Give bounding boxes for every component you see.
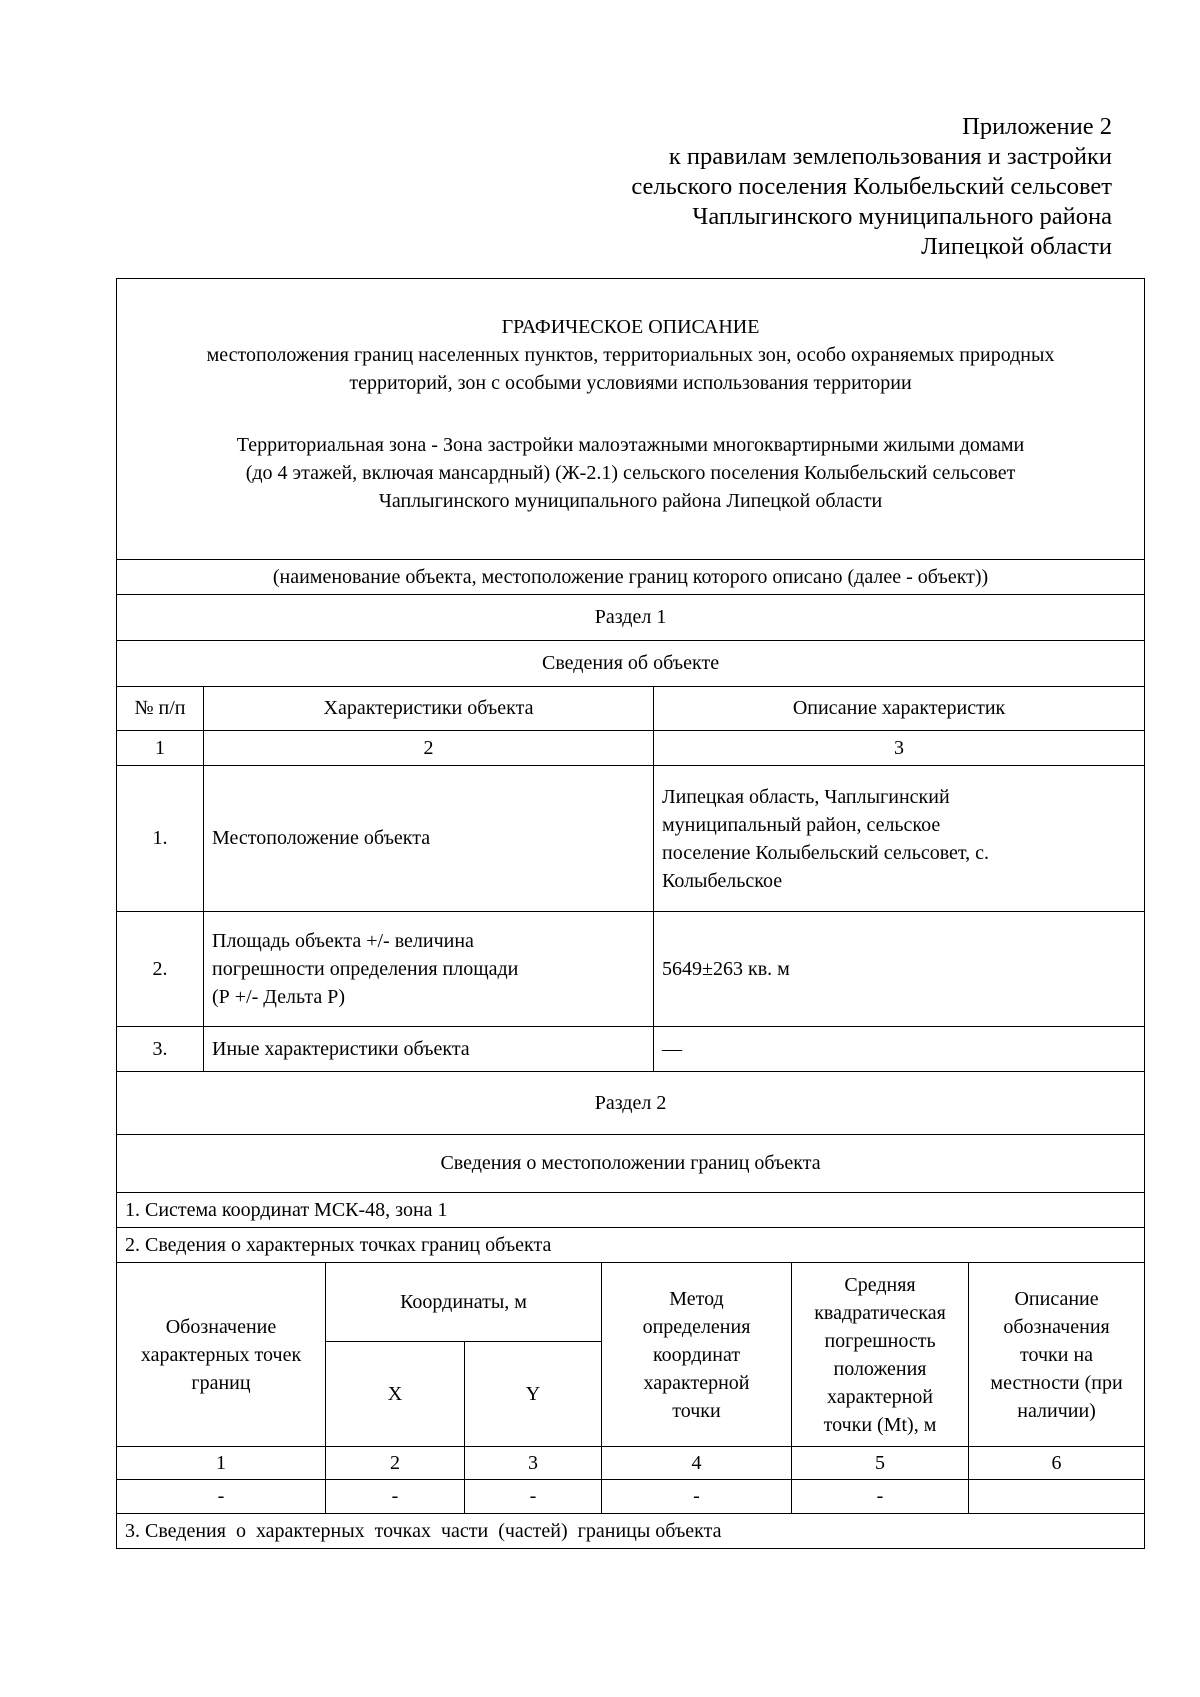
- header-line: Чаплыгинского муниципального района: [692, 203, 1112, 230]
- name-line: Площадь объекта +/- величина: [212, 930, 474, 952]
- header-line: точки (Mt), м: [823, 1413, 937, 1436]
- parts-info-heading: 3. Сведения о характерных точках части (частей) границы объекта: [117, 1514, 1145, 1549]
- header-line: наличии): [1017, 1399, 1096, 1422]
- object-name: (до 4 этажей, включая мансардный) (Ж-2.1) сельского поселения Колыбельский сельсовет: [245, 462, 1016, 484]
- section-1-heading: Сведения об объекте: [117, 641, 1145, 687]
- row-number: 1.: [117, 766, 204, 912]
- appendix-header: [631, 112, 1112, 262]
- points-info-heading: 2. Сведения о характерных точках границ объекта: [117, 1228, 1145, 1263]
- column-number: 1: [117, 731, 204, 766]
- column-number: 2: [326, 1447, 465, 1480]
- column-number: 2: [204, 731, 654, 766]
- table-cell: [969, 1480, 1145, 1514]
- header-line: Метод: [669, 1287, 724, 1310]
- value-line: Колыбельское: [662, 869, 783, 892]
- row-number: 3.: [117, 1027, 204, 1072]
- characteristic-name: [204, 912, 654, 1027]
- column-number: 1: [117, 1447, 326, 1480]
- header-line: координат: [652, 1343, 741, 1366]
- name-line: (Р +/- Дельта Р): [212, 986, 346, 1008]
- document-title: ГРАФИЧЕСКОЕ ОПИСАНИЕ: [501, 316, 760, 338]
- header-line: местности (при: [990, 1371, 1123, 1394]
- column-header-coordinates: Координаты, м: [326, 1263, 602, 1342]
- section-1-label: Раздел 1: [117, 595, 1145, 641]
- column-header-number: № п/п: [117, 687, 204, 731]
- value-line: Липецкая область, Чаплыгинский: [662, 785, 950, 808]
- header-line: границ: [191, 1371, 251, 1394]
- characteristic-name: Иные характеристики объекта: [204, 1027, 654, 1072]
- header-line: Описание: [1014, 1287, 1099, 1310]
- table-cell: -: [117, 1480, 326, 1514]
- header-line: Средняя: [844, 1273, 916, 1296]
- header-line: характерной: [643, 1371, 750, 1394]
- header-line: сельского поселения Колыбельский сельсовет: [631, 173, 1112, 200]
- object-name: Чаплыгинского муниципального района Липецкой области: [378, 490, 883, 512]
- title-block: [117, 279, 1145, 560]
- header-line: квадратическая: [814, 1301, 946, 1324]
- column-header-y: Y: [465, 1342, 602, 1447]
- column-header-point-designation: [117, 1263, 326, 1447]
- value-line: муниципальный район, сельское: [662, 813, 941, 836]
- column-number: 3: [465, 1447, 602, 1480]
- table-row: [117, 1480, 1145, 1514]
- header-line: точки: [672, 1399, 721, 1422]
- object-name: Территориальная зона - Зона застройки малоэтажными многоквартирными жилыми домами: [236, 434, 1025, 456]
- column-header-method: [602, 1263, 792, 1447]
- table-cell: -: [602, 1480, 792, 1514]
- header-line: точки на: [1020, 1343, 1094, 1366]
- column-header-point-description: [969, 1263, 1145, 1447]
- characteristic-name: Местоположение объекта: [204, 766, 654, 912]
- value-line: поселение Колыбельский сельсовет, с.: [662, 841, 990, 864]
- header-line: определения: [642, 1315, 751, 1338]
- object-name-note: (наименование объекта, местоположение границ которого описано (далее - объект)): [117, 560, 1145, 595]
- characteristic-value: 5649±263 кв. м: [654, 912, 1145, 1027]
- header-line: обозначения: [1003, 1315, 1110, 1338]
- column-header-description: Описание характеристик: [654, 687, 1145, 731]
- header-line: Липецкой области: [921, 233, 1112, 260]
- header-line: к правилам землепользования и застройки: [668, 143, 1112, 170]
- column-header-x: X: [326, 1342, 465, 1447]
- graphic-description-table: [116, 278, 1145, 1549]
- table-row: [117, 912, 1145, 1027]
- header-line: погрешность: [824, 1329, 936, 1352]
- table-row: [117, 1027, 1145, 1072]
- column-header-characteristics: Характеристики объекта: [204, 687, 654, 731]
- name-line: погрешности определения площади: [212, 958, 519, 980]
- header-line: Обозначение: [165, 1315, 277, 1338]
- characteristic-value: —: [654, 1027, 1145, 1072]
- document-subtitle: территорий, зон с особыми условиями использования территории: [349, 372, 912, 394]
- section-2-label: Раздел 2: [117, 1072, 1145, 1135]
- header-line: положения: [833, 1357, 927, 1380]
- column-number: 3: [654, 731, 1145, 766]
- column-header-mean-error: [792, 1263, 969, 1447]
- header-line: характерной: [827, 1385, 933, 1408]
- header-line: характерных точек: [140, 1343, 302, 1366]
- row-number: 2.: [117, 912, 204, 1027]
- table-cell: -: [792, 1480, 969, 1514]
- table-cell: -: [326, 1480, 465, 1514]
- column-number: 5: [792, 1447, 969, 1480]
- table-row: [117, 766, 1145, 912]
- coordinate-system: 1. Система координат МСК-48, зона 1: [117, 1193, 1145, 1228]
- column-number: 4: [602, 1447, 792, 1480]
- document-subtitle: местоположения границ населенных пунктов, территориальных зон, особо охраняемых природных: [206, 344, 1055, 366]
- table-cell: -: [465, 1480, 602, 1514]
- header-line: Приложение 2: [962, 113, 1112, 140]
- column-number: 6: [969, 1447, 1145, 1480]
- characteristic-value: [654, 766, 1145, 912]
- section-2-heading: Сведения о местоположении границ объекта: [117, 1135, 1145, 1193]
